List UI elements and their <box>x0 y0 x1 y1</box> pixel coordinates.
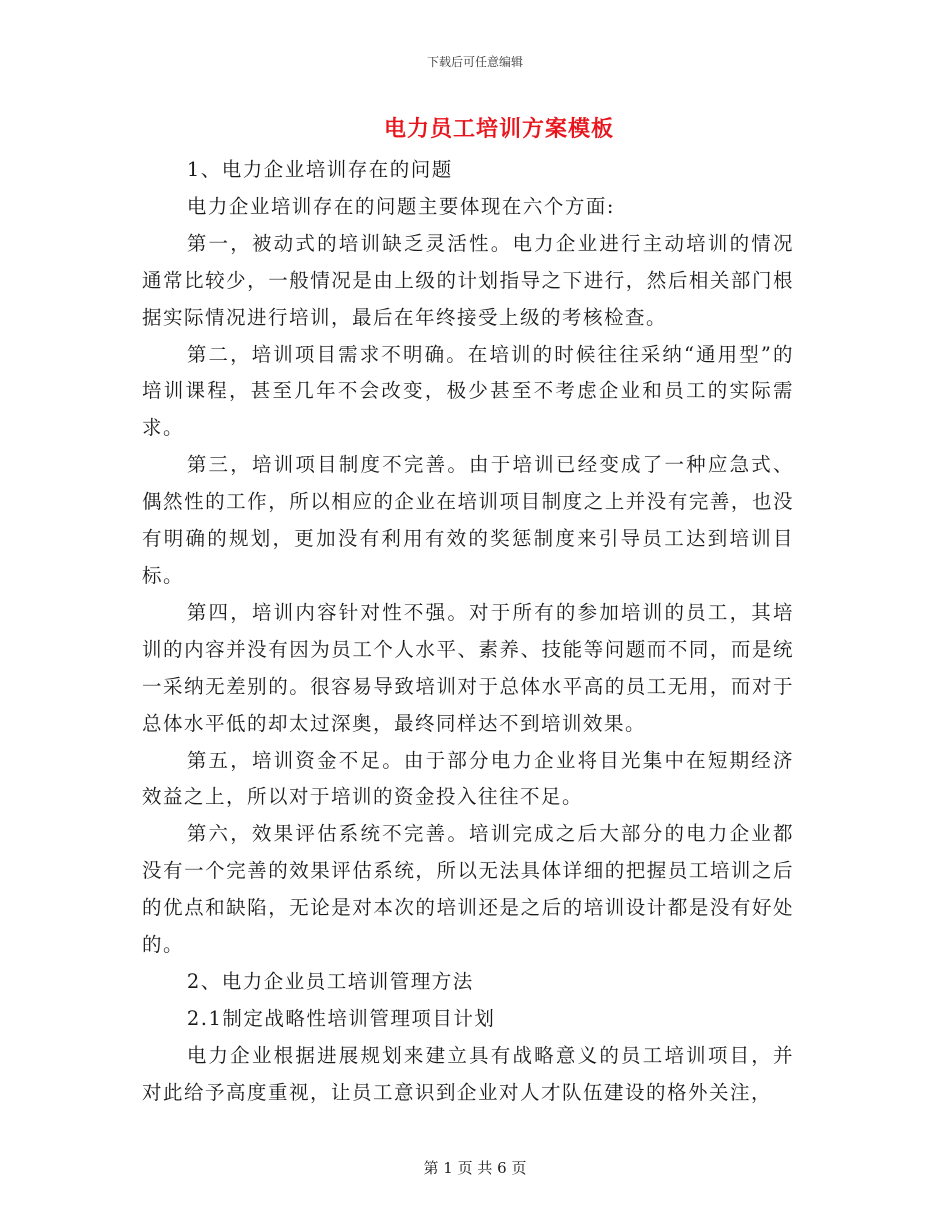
paragraph-first: 第一，被动式的培训缺乏灵活性。电力企业进行主动培训的情况通常比较少，一般情况是由上级的计划指导之下进行，然后相关部门根据实际情况进行培训，最后在年终接受上级的考核检查。 <box>142 231 794 329</box>
section-heading-2: 2、电力企业员工培训管理方法 <box>186 969 474 993</box>
page-number: 第 1 页 共 6 页 <box>423 1159 527 1177</box>
document-title: 电力员工培训方案模板 <box>383 116 614 142</box>
paragraph-second: 第二，培训项目需求不明确。在培训的时候往往采纳“通用型”的培训课程，甚至几年不会改变，极少甚至不考虑企业和员工的实际需求。 <box>142 342 794 440</box>
paragraph-strategy: 电力企业根据进展规划来建立具有战略意义的员工培训项目，并对此给予高度重视，让员工意识到企业对人才队伍建设的格外关注， <box>142 1043 794 1104</box>
paragraph-third: 第三，培训项目制度不完善。由于培训已经变成了一种应急式、偶然性的工作，所以相应的企业在培训项目制度之上并没有完善，也没有明确的规划，更加没有利用有效的奖惩制度来引导员工达到培训目标。 <box>142 453 794 587</box>
header-note: 下载后可任意编辑 <box>426 55 523 69</box>
paragraph-sixth: 第六，效果评估系统不完善。培训完成之后大部分的电力企业都没有一个完善的效果评估系统，所以无法具体详细的把握员工培训之后的优点和缺陷，无论是对本次的培训还是之后的培训设计都是没有好处的。 <box>142 822 794 957</box>
paragraph-intro: 电力企业培训存在的问题主要体现在六个方面: <box>186 194 615 218</box>
section-heading-1: 1、电力企业培训存在的问题 <box>186 158 453 181</box>
paragraph-fifth: 第五，培训资金不足。由于部分电力企业将目光集中在短期经济效益之上，所以对于培训的资金投入往往不足。 <box>142 748 794 809</box>
subsection-heading-2-1: 2.1制定战略性培训管理项目计划 <box>186 1006 496 1030</box>
document-body <box>142 152 794 1112</box>
paragraph-fourth: 第四，培训内容针对性不强。对于所有的参加培训的员工，其培训的内容并没有因为员工个人水平、素养、技能等问题而不同，而是统一采纳无差别的。很容易导致培训对于总体水平高的员工无用，而对于总体水平低的却太过深奥，最终同样达不到培训效果。 <box>142 600 794 735</box>
